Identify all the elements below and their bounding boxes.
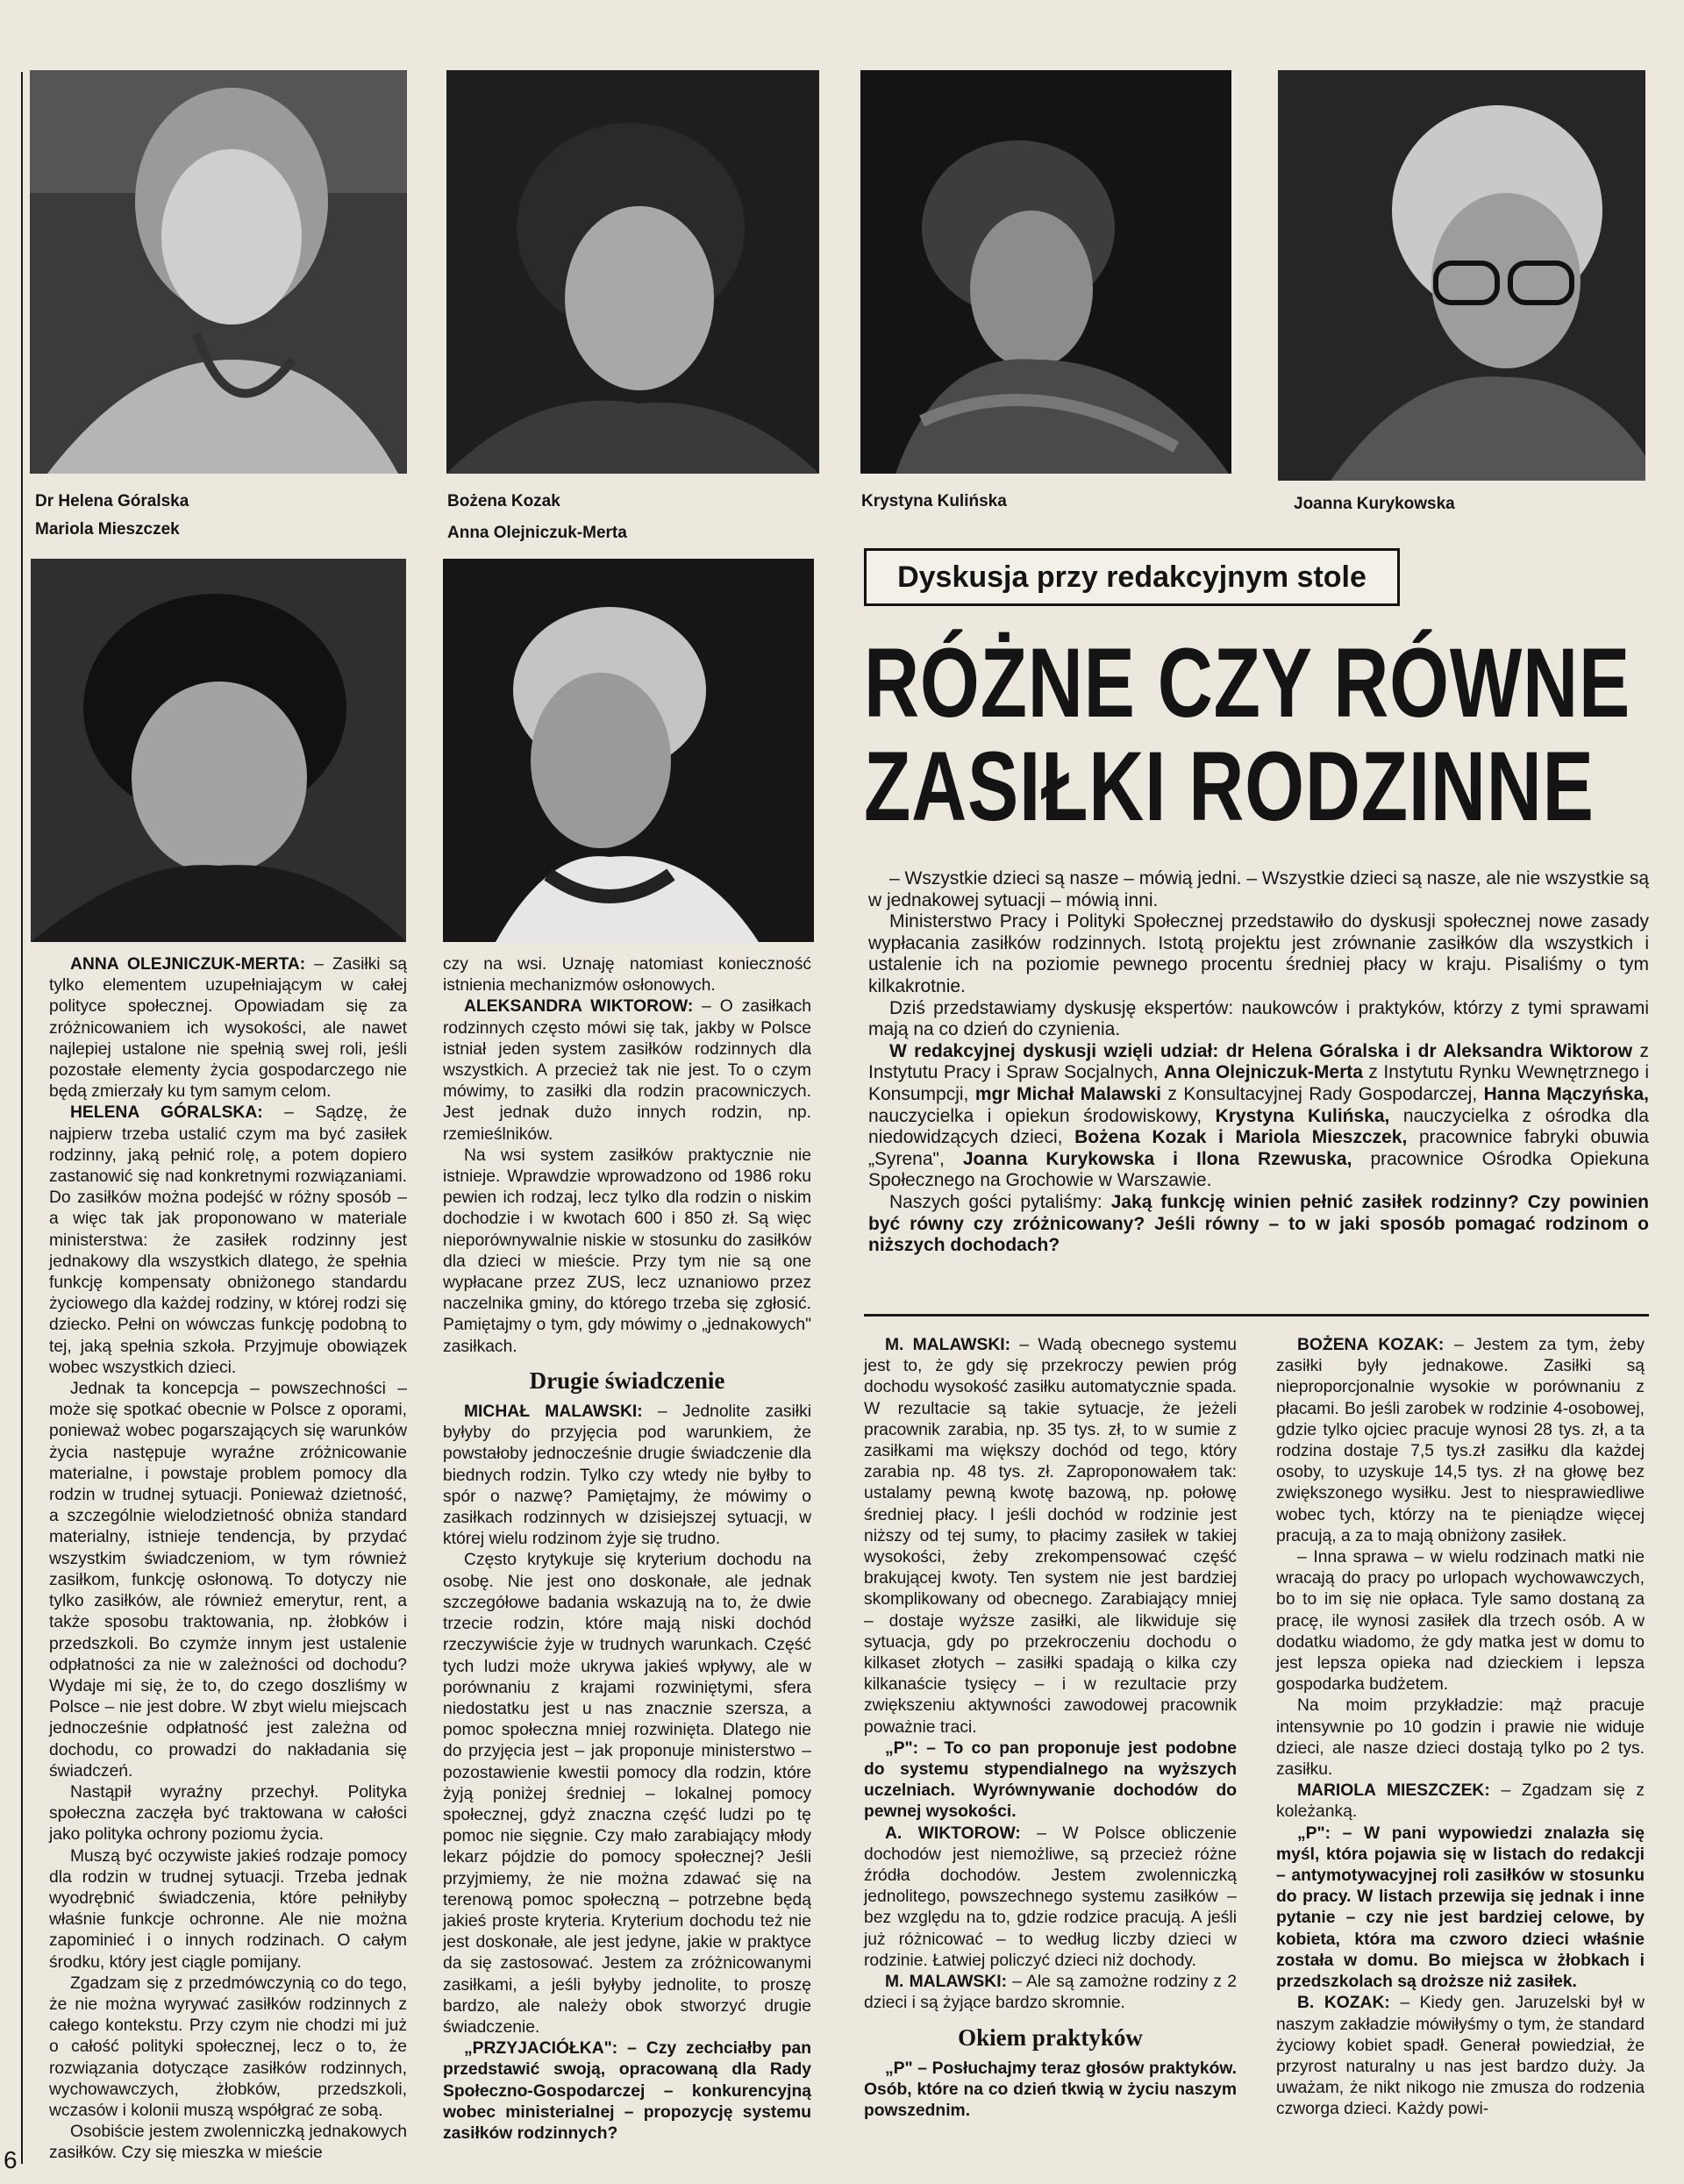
portrait-photo-kulinska — [860, 70, 1231, 474]
left-margin-rule — [21, 72, 23, 2164]
body-paragraph: – Inna sprawa – w wielu rodzinach matki nie wracają do pracy po urlopach wychowawczych, bo to im się nie opłaca. Tyle samo dostaną za pracę, ile wynosi zasiłek dla trzech osób. A w dodatku wiadomo, że gdy matka jest w domu to jest lepsza opieka nad dzieckiem i lepsza gospodarka budżetem. — [1276, 1548, 1645, 1695]
caption-goralska: Dr Helena Góralska — [35, 492, 189, 510]
questions-lead: Naszych gości pytaliśmy: — [889, 1191, 1111, 1212]
questions-text: Jaką funkcję winien pełnić zasiłek rodzinny? Czy powinien być równy czy zróżnicowany? Jeśli równy – to w jaki sposób pomagać rodzinom o niższych dochodach? — [868, 1191, 1649, 1256]
speaker-name: BOŻENA KOZAK: — [1297, 1336, 1445, 1354]
participant-affiliation: z Konsultacyjnej Rady Gospodarczej, — [1161, 1083, 1484, 1104]
intro-paragraph: Ministerstwo Pracy i Polityki Społecznej przedstawiło do dyskusji społecznej nowe zasady wypłacania zasiłków rodzinnych. Istotą projektu jest zrównanie zasiłków dla wszystkich i ustalenie ich na poziomie pewnego procentu średniej płacy w kraju. Pisaliśmy o tym kilkakrotnie. — [868, 911, 1649, 996]
participant-affiliation: z Instytutu Pracy i Spraw Socjalnych, — [868, 1040, 1649, 1083]
participant-name: Bożena Kozak i Mariola Mieszczek, — [1074, 1127, 1408, 1148]
speech-text: – Zasiłki są tylko elementem uzupełniającym w całej polityce społecznej. Opowiadam się za zróżnicowaniem ich wysokości, ale nawet najlepiej ustalone nie spełnią swej roli, jeśli pozostałe elementy życia gospodarczego nie będą zmierzały ku tym samym celom. — [49, 955, 407, 1102]
speech-text: – Ale są zamożne rodziny z 2 dzieci i są żyjące bardzo skromnie. — [864, 1973, 1237, 2013]
speaker-name: B. KOZAK: — [1297, 1994, 1390, 2013]
caption-kozak: Bożena Kozak — [447, 492, 560, 510]
interviewer-question: „P": – To co pan proponuje jest podobne do systemu stypendialnego na wyższych uczelniach. Wyrównywanie dochodów do pewnej wysokości. — [864, 1738, 1237, 1822]
speech-paragraph — [443, 1402, 811, 1550]
article-headline — [864, 628, 1631, 841]
speech-paragraph — [864, 1972, 1237, 2014]
participant-name: dr Helena Góralska i dr Aleksandra Wiktorow — [1225, 1040, 1633, 1061]
speech-text: – O zasiłkach rodzinnych często mówi się tak, jakby w Polsce istniał jeden system zasiłków rodzinnych dla wszystkich. A przecież tak nie jest. To o czym mówimy, to zasiłki dla rodzin pracowniczych. Jest jednak dużo innych rodzin, np. rzemieślników. — [443, 997, 811, 1144]
portrait-photo-kurykowska — [1278, 70, 1645, 481]
speech-paragraph — [49, 954, 407, 1103]
interviewer-question: „P": – W pani wypowiedzi znalazła się myśl, która pojawia się w listach do redakcji – antymotywacyjnej roli zasiłków w stosunku do pracy. W listach przewija się jednak i inne pytanie – czy nie jest bardziej celowe, by kobieta, która ma czworo dzieci właśnie została w domu. Bo miejsca w żłobkach i przedszkolach są droższe niż zasiłek. — [1276, 1824, 1645, 1992]
speech-text: – Zgadzam się z koleżanką. — [1276, 1781, 1645, 1822]
article-intro — [868, 868, 1649, 1257]
page-number: 6 — [4, 2146, 18, 2173]
participants-lead: W redakcyjnej dyskusji wzięli udział: — [889, 1040, 1219, 1061]
participant-affiliation: nauczycielka z ośrodka dla niedowidzących dzieci, — [868, 1105, 1649, 1148]
section-divider — [864, 1314, 1649, 1317]
speech-paragraph — [1276, 1781, 1645, 1823]
intro-questions — [868, 1192, 1649, 1257]
section-kicker: Dyskusja przy redakcyjnym stole — [864, 548, 1400, 606]
speech-text: – Kiedy gen. Jaruzelski był w naszym zakładzie mówiłyśmy o tym, że standard życiowy kobiet spadł. Generał powiedział, że przyrost naturalny u nas jest bardzo duży. Ja uważam, że nikt nikogo nie zmusza do rodzenia czworga dzieci. Każdy powi- — [1276, 1994, 1645, 2119]
body-paragraph: Muszą być oczywiste jakieś rodzaje pomocy dla rodzin w trudnej sytuacji. Trzeba jednak wyodrębnić świadczenia, które pełniłyby właśnie funkcje ochronne. Ale nie można zapominieć i o innych rodzinach. O całym środku, który jest ciągle pomijany. — [49, 1846, 407, 1972]
speech-paragraph — [1276, 1993, 1645, 2120]
body-paragraph: Osobiście jestem zwolenniczką jednakowych zasiłków. Czy się mieszka w mieście — [49, 2123, 407, 2163]
intro-participants — [868, 1041, 1649, 1192]
participant-name: Joanna Kurykowska i Ilona Rzewuska, — [962, 1148, 1352, 1169]
speaker-name: A. WIKTOROW: — [885, 1824, 1021, 1843]
speaker-name: M. MALAWSKI: — [885, 1973, 1007, 1992]
text-column-3 — [864, 1335, 1237, 2122]
intro-paragraph: – Wszystkie dzieci są nasze – mówią jedni. – Wszystkie dzieci są nasze, ale nie wszystkie są w jednakowej sytuacji – mówią inni. — [868, 868, 1649, 910]
caption-kulinska: Krystyna Kulińska — [861, 492, 1007, 510]
speech-text: – W Polsce obliczenie dochodów jest niemożliwe, są przecież różne źródła dochodów. Jestem zwolenniczką jednolitego, powszechnego systemu zasiłków – bez względu na to, gdzie rodzice pracują. A jeśli już różnicować – to według liczby dzieci w rodzinie. Łatwiej policzyć dzieci niż dochody. — [864, 1824, 1237, 1970]
caption-mieszczek: Mariola Mieszczek — [35, 520, 180, 539]
portrait-photo-olejniczuk — [443, 559, 814, 942]
body-paragraph: Na wsi system zasiłków praktycznie nie istnieje. Wprawdzie wprowadzono od 1986 roku pewien ich rodzaj, lecz tylko dla rodzin o niskim dochodzie i w kwotach 600 i 850 zł. Są więc nieporównywalnie niskie w stosunku do zasiłków dla dzieci w mieście. Przy tym nie są one wypłacane przez ZUS, lecz uznaniowo przez naczelnika gminy, do którego trzeba się zgłosić. Pamiętajmy o tym, gdy mówimy o „jednakowych" zasiłkach. — [443, 1146, 811, 1356]
interviewer-question: „P" – Posłuchajmy teraz głosów praktyków. Osób, które na co dzień tkwią w życiu naszym powszednim. — [864, 2059, 1237, 2121]
participant-affiliation: nauczycielka i opiekun środowiskowy, — [868, 1105, 1216, 1126]
headline-line-1: RÓŻNE CZY RÓWNE — [864, 628, 1631, 738]
speech-paragraph — [864, 1335, 1237, 1738]
intro-paragraph: Dziś przedstawiamy dyskusję ekspertów: naukowców i praktyków, którzy z tymi sprawami mają na co dzień do czynienia. — [868, 997, 1649, 1040]
speaker-name: MICHAŁ MALAWSKI: — [464, 1402, 643, 1422]
body-paragraph: czy na wsi. Uznaję natomiast konieczność istnienia mechanizmów osłonowych. — [443, 955, 811, 996]
caption-kurykowska: Joanna Kurykowska — [1294, 495, 1455, 513]
speaker-name: HELENA GÓRALSKA: — [70, 1103, 263, 1123]
portrait-photo-goralska — [30, 70, 407, 474]
speech-paragraph — [1276, 1335, 1645, 1547]
body-paragraph: Często krytykuje się kryterium dochodu na osobę. Nie jest ono doskonałe, ale jednak szczegółowe badania wskazują na to, że dwie trzecie rodzin, które mają niski dochód rzeczywiście żyje w trudnych warunkach. Część tych ludzi może ukrywa jakieś wpływy, ale w porównaniu z krajami rozwiniętymi, sfera niedostatku jest u nas znacznie szersza, a pomoc społeczna mniej rozwinięta. Dlatego nie do przyjęcia jest – jak proponuje ministerstwo – pozostawienie kwestii pomocy dla rodzin, które żyją poniżej średniej – lokalnej pomocy społecznej, gdyż znaczna część ludzi po tę pomoc nie sięgnie. Czy mało zarabiający młody lekarz pójdzie do pomocy społecznej? Jeśli przyjmiemy, że nie można zdawać się na terenową pomoc społeczną – potrzebne będą jakieś proste kryteria. Kryterium dochodu też nie jest doskonałe, ale jest jedyne, jakie w praktyce da się zastosować. Jestem za zróżnicowanymi zasiłkami, a jeśli byłyby jednolite, to proszę bardzo, ale należy obok stworzyć drugie świadczenie. — [443, 1551, 811, 2037]
caption-olejniczuk: Anna Olejniczuk-Merta — [447, 524, 627, 542]
portrait-photo-mieszczek — [31, 559, 406, 942]
speech-paragraph — [864, 1824, 1237, 1972]
speech-text: – Jestem za tym, żeby zasiłki były jednakowe. Zasiłki są nieproporcjonalnie wysokie w porównaniu z płacami. Bo jeśli zarobek w rodzinie 4-osobowej, gdzie tylko ojciec pracuje wynosi 28 tys. zł, a ta rodzina dostaje 7,5 tys.zł zasiłku dla każdej osoby, to uzyskuje 14,5 tys. zł na głowę bez zwiększonego wysiłku. Jest to niesprawiedliwe wobec tych, którzy na te pieniądze więcej pracują, a za to mają obniżony zasiłek. — [1276, 1336, 1645, 1545]
participant-affiliation: pracownice fabryki obuwia „Syrena", — [868, 1127, 1649, 1169]
speech-text: – Jednolite zasiłki byłyby do przyjęcia pod warunkiem, że powstałoby jednocześnie drugie świadczenie dla biednych rodzin. Tylko czy wtedy nie byłby to spór o nazwę? Pamiętajmy, że mówimy o zasiłkach rodzinnych w dzisiejszej sytuacji, w której wielu rodzinom żyje się trudno. — [443, 1402, 811, 1549]
text-column-4 — [1276, 1335, 1645, 2121]
participant-affiliation: z Instytutu Rynku Wewnętrznego i Konsumpcji, — [868, 1062, 1649, 1104]
speaker-name: M. MALAWSKI: — [885, 1336, 1011, 1354]
speech-paragraph — [49, 1103, 407, 1379]
body-paragraph: Zgadzam się z przedmówczynią co do tego, że nie można wyrywać zasiłków rodzinnych z całego kontekstu. Przy czym nie chodzi mi już o całość polityki społecznej, lecz o to, że rozwiązania dotyczące zasiłków rodzinnych, wychowawczych, żłobków, przedszkoli, wczasów i kolonii muszą współgrać ze sobą. — [49, 1973, 407, 2120]
speech-text: – Sądzę, że najpierw trzeba ustalić czym ma być zasiłek rodzinny, jaką pełnić rolę, a potem dopiero zastanowić się nad konkretnymi rozwiązaniami. Do zasiłków można podejść w różny sposób – a więc tak jak proponowano w materiale ministerstwa: że zasiłek rodzinny jest jednakowy dla wszystkich dlatego, że spełnia funkcję kompensaty obniżonego standardu życiowego dla każdej rodziny, w której rodzi się dziecko. Pełni on wówczas funkcję podobną to tej, jaką spełnia szkoła. Przyjmuje obowiązek wobec wszystkich dzieci. — [49, 1103, 407, 1377]
text-column-1 — [49, 954, 407, 2165]
body-paragraph: Jednak ta koncepcja – powszechności – może się spotkać obecnie w Polsce z oporami, ponieważ wobec pogarszających się warunków życia następuje wyraźne zróżnicowanie materialne, i powstaje problem pomocy dla rodzin w trudnej sytuacji. Ponieważ dzietność, a szczególnie wielodzietność obniża standard materialny, istnieje tendencja, by przydać wszystkim świadczeniom, w tym również zasiłkom, funkcję osłonową. To dotyczy nie tylko zasiłków, ale również emerytur, rent, a także sposobu traktowania, np. żłobków i przedszkoli. Bo czymże innym jest ustalenie odpłatności za nie w zależności od dochodu? Wydaje mi się, że to, do czego doszliśmy w Polsce – nie jest dobre. W zbyt wielu miejscach jednocześnie odpłatność jest zależna od dochodu, co prowadzi do nakładania się świadczeń. — [49, 1380, 407, 1781]
speech-text: – Wadą obecnego systemu jest to, że gdy się przekroczy pewien próg dochodu wysokość zasiłku automatycznie spada. W rezultacie są takie sytuacje, że jeżeli pracownik zarabia, np. 35 tys. zł, to w sumie z zasiłkami ma większy dochód od tego, który zarabia np. 48 tys. zł. Zaproponowałem tak: ustalamy pewną kwotę bazową, np. połowę średniej płacy. I jeśli dochód w rodzinie jest niższy od tej sumy, to płacimy zasiłek w takiej wysokości, żeby zrekompensować część brakującej kwoty. Ten system nie jest bardziej skomplikowany od obecnego. Zarabiający mniej – dostaje wyższe zasiłki, ale likwiduje się sytuacja, gdy po przekroczeniu dochodu o kilkaset złotych – zasiłki spadają o kilka czy kilkanaście tysięcy – i w rezultacie przy zwiększeniu aktywności zawodowej pracownik poważnie traci. — [864, 1336, 1237, 1737]
speech-paragraph — [443, 996, 811, 1145]
interviewer-question: „PRZYJACIÓŁKA": – Czy zechciałby pan przedstawić swoją, opracowaną dla Rady Społeczno-Gospodarczej – konkurencyjną wobec ministerialnej – propozycję systemu zasiłków rodzinnych? — [443, 2039, 811, 2143]
headline-line-2: ZASIŁKI RODZINNE — [864, 732, 1595, 841]
text-column-2 — [443, 954, 811, 2145]
subheading-okiem-praktykow: Okiem praktyków — [958, 2023, 1143, 2051]
speaker-name: MARIOLA MIESZCZEK: — [1297, 1781, 1490, 1801]
portrait-photo-kozak — [446, 70, 819, 474]
participant-name: Anna Olejniczuk-Merta — [1163, 1062, 1363, 1083]
speaker-name: ANNA OLEJNICZUK-MERTA: — [70, 955, 306, 974]
body-paragraph: Na moim przykładzie: mąż pracuje intensywnie po 10 godzin i prawie nie widuje dzieci, ale nasze dzieci dostają tylko po 2 tys. zasiłku. — [1276, 1696, 1645, 1780]
participant-name: Krystyna Kulińska, — [1215, 1105, 1390, 1126]
participant-name: Hanna Mączyńska, — [1483, 1083, 1650, 1104]
participant-name: mgr Michał Malawski — [974, 1083, 1161, 1104]
participant-affiliation: pracownice Ośrodka Opiekuna Społecznego na Grochowie w Warszawie. — [868, 1148, 1649, 1191]
body-paragraph: Nastąpił wyraźny przechył. Polityka społeczna zaczęła być traktowana w całości jako polityka ochrony poziomu życia. — [49, 1782, 407, 1845]
speaker-name: ALEKSANDRA WIKTOROW: — [464, 997, 694, 1017]
subheading-drugie-swiadczenie: Drugie świadczenie — [529, 1367, 725, 1394]
